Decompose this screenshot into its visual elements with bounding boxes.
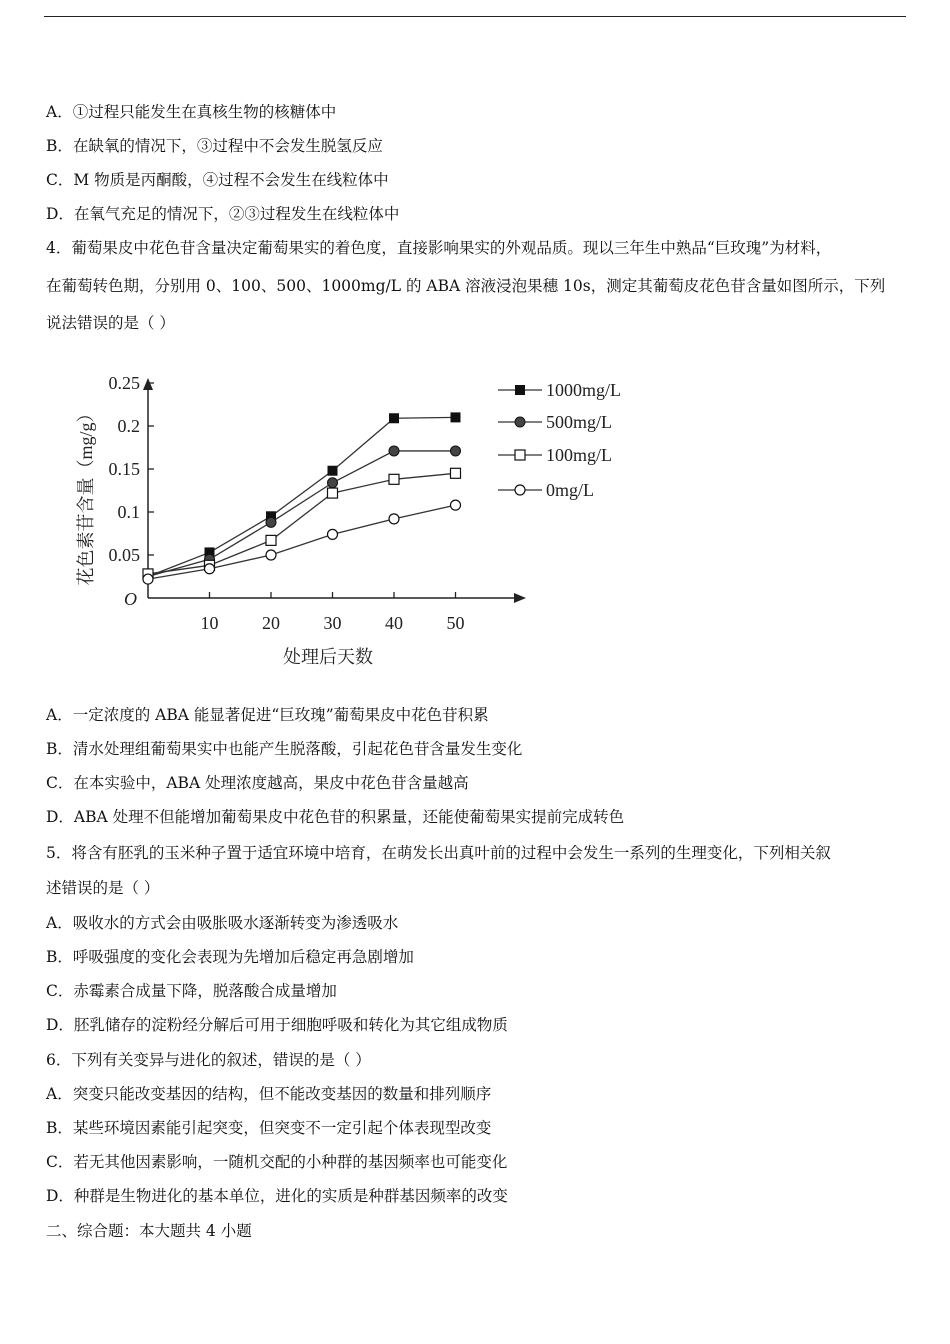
legend-label: 0mg/L bbox=[546, 480, 594, 500]
data-point-open-square bbox=[266, 535, 276, 545]
data-point-open-square bbox=[515, 450, 525, 460]
legend-item bbox=[498, 380, 621, 400]
text-line: C．若无其他因素影响，一随机交配的小种群的基因频率也可能变化 bbox=[46, 1153, 508, 1171]
data-point-open-circle bbox=[328, 529, 338, 539]
data-point-open-circle bbox=[143, 574, 153, 584]
text-line: A．突变只能改变基因的结构，但不能改变基因的数量和排列顺序 bbox=[46, 1085, 492, 1103]
text-line: 二、综合题：本大题共 4 小题 bbox=[46, 1222, 252, 1240]
origin-label: O bbox=[124, 589, 137, 609]
text-line: A．吸收水的方式会由吸胀吸水逐渐转变为渗透吸水 bbox=[46, 914, 399, 932]
data-point-open-square bbox=[451, 468, 461, 478]
data-point-open-circle bbox=[205, 564, 215, 574]
y-tick-label: 0.25 bbox=[108, 373, 140, 393]
legend-label: 500mg/L bbox=[546, 412, 612, 432]
data-point-open-square bbox=[389, 474, 399, 484]
data-point-open-circle bbox=[389, 514, 399, 524]
series-100mg/L bbox=[143, 468, 461, 579]
x-axis-arrow bbox=[514, 593, 526, 603]
y-axis-arrow bbox=[143, 378, 153, 390]
data-point-filled-square bbox=[389, 413, 399, 423]
x-axis-label: 处理后天数 bbox=[283, 647, 373, 667]
data-point-filled-circle bbox=[328, 478, 338, 488]
data-point-filled-circle bbox=[515, 417, 525, 427]
legend-label: 1000mg/L bbox=[546, 380, 621, 400]
data-point-open-square bbox=[328, 488, 338, 498]
y-tick-label: 0.1 bbox=[117, 502, 140, 522]
anthocyanin-line-chart bbox=[60, 365, 660, 675]
text-line: 在葡萄转色期，分别用 0、100、500、1000mg/L 的 ABA 溶液浸泡果穗 10s，测定其葡萄皮花色苷含量如图所示，下列 bbox=[46, 277, 886, 295]
text-line: 4．葡萄果皮中花色苷含量决定葡萄果实的着色度，直接影响果实的外观品质。现以三年生中熟品“巨玫瑰”为材料， bbox=[46, 239, 832, 257]
text-line: 说法错误的是（ ） bbox=[46, 314, 175, 332]
text-line: D．ABA 处理不但能增加葡萄果皮中花色苷的积累量，还能使葡萄果实提前完成转色 bbox=[46, 808, 625, 826]
text-line: B．呼吸强度的变化会表现为先增加后稳定再急剧增加 bbox=[46, 948, 414, 966]
data-point-filled-square bbox=[451, 412, 461, 422]
series-line bbox=[148, 417, 456, 576]
data-point-filled-circle bbox=[451, 446, 461, 456]
data-point-filled-square bbox=[515, 385, 525, 395]
data-point-filled-circle bbox=[389, 446, 399, 456]
y-axis-label: 花色素苷含量（mg/g） bbox=[76, 404, 96, 586]
legend-label: 100mg/L bbox=[546, 445, 612, 465]
text-line: D．在氧气充足的情况下，②③过程发生在线粒体中 bbox=[46, 205, 400, 223]
text-line: B．在缺氧的情况下，③过程中不会发生脱氢反应 bbox=[46, 137, 383, 155]
data-point-filled-circle bbox=[266, 517, 276, 527]
x-tick-label: 20 bbox=[262, 613, 280, 633]
x-tick-label: 40 bbox=[385, 613, 403, 633]
series-line bbox=[148, 451, 456, 577]
text-line: C．赤霉素合成量下降，脱落酸合成量增加 bbox=[46, 982, 337, 1000]
text-line: A．一定浓度的 ABA 能显著促进“巨玫瑰”葡萄果皮中花色苷积累 bbox=[46, 706, 489, 724]
header-rule bbox=[44, 16, 906, 17]
text-line: 6．下列有关变异与进化的叙述，错误的是（ ） bbox=[46, 1051, 371, 1069]
text-line: D．种群是生物进化的基本单位，进化的实质是种群基因频率的改变 bbox=[46, 1187, 508, 1205]
y-tick-label: 0.05 bbox=[108, 545, 140, 565]
chart-legend bbox=[498, 380, 621, 500]
text-line: B．清水处理组葡萄果实中也能产生脱落酸，引起花色苷含量发生变化 bbox=[46, 740, 523, 758]
text-line: D．胚乳储存的淀粉经分解后可用于细胞呼吸和转化为其它组成物质 bbox=[46, 1016, 508, 1034]
text-line: 5．将含有胚乳的玉米种子置于适宜环境中培育，在萌发长出真叶前的过程中会发生一系列的生理变化，下列相关叙 bbox=[46, 844, 831, 862]
data-point-open-circle bbox=[266, 550, 276, 560]
x-tick-label: 50 bbox=[446, 613, 465, 633]
chart-axes bbox=[109, 373, 527, 633]
data-point-open-circle bbox=[515, 485, 525, 495]
y-tick-label: 0.2 bbox=[117, 416, 140, 436]
data-point-open-circle bbox=[451, 500, 461, 510]
text-line: B．某些环境因素能引起突变，但突变不一定引起个体表现型改变 bbox=[46, 1119, 492, 1137]
legend-item bbox=[498, 445, 612, 465]
legend-item bbox=[498, 480, 594, 500]
x-tick-label: 10 bbox=[200, 613, 219, 633]
x-tick-label: 30 bbox=[323, 613, 342, 633]
text-line: C．在本实验中，ABA 处理浓度越高，果皮中花色苷含量越高 bbox=[46, 774, 469, 792]
text-line: C．M 物质是丙酮酸，④过程不会发生在线粒体中 bbox=[46, 171, 389, 189]
series-0mg/L bbox=[143, 500, 461, 584]
legend-item bbox=[498, 412, 612, 432]
chart-series bbox=[143, 412, 461, 584]
text-line: 述错误的是（ ） bbox=[46, 879, 160, 897]
series-500mg/L bbox=[143, 446, 461, 582]
series-1000mg/L bbox=[143, 412, 461, 581]
y-tick-label: 0.15 bbox=[108, 459, 140, 479]
text-line: A．①过程只能发生在真核生物的核糖体中 bbox=[46, 103, 337, 121]
data-point-filled-square bbox=[328, 466, 338, 476]
